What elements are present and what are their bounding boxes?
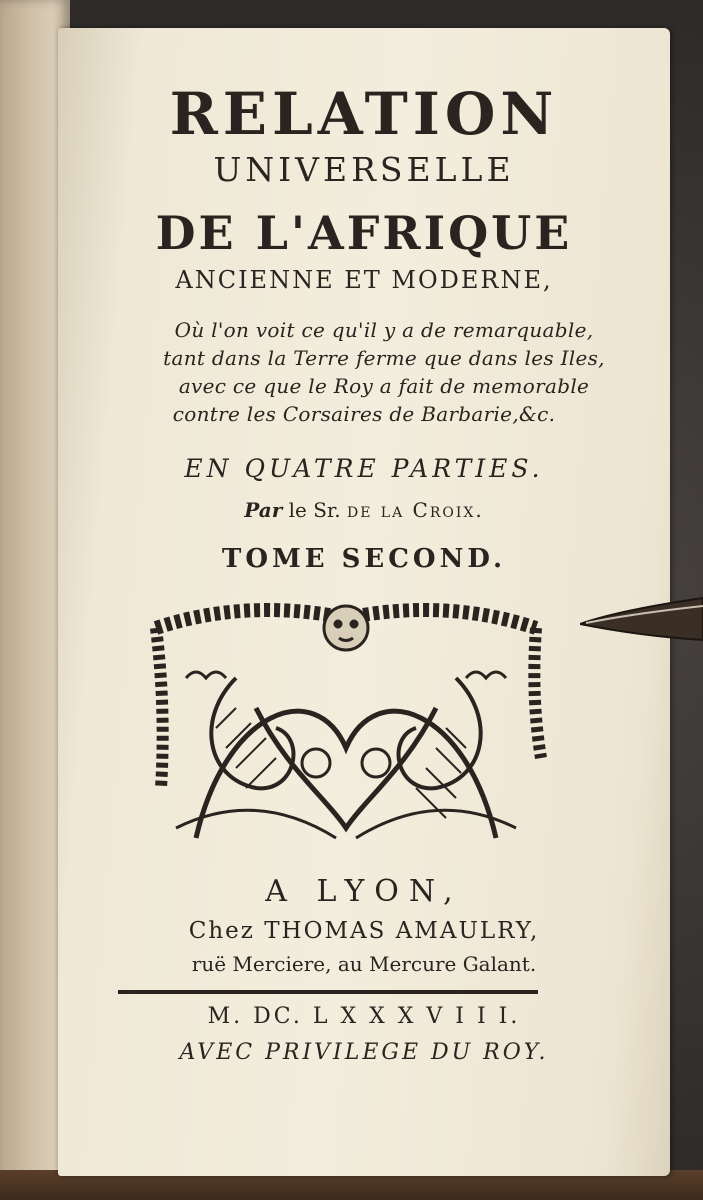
woodcut-ornament-icon: [136, 588, 556, 858]
divider-rule: [118, 990, 538, 994]
title-afrique: DE L'AFRIQUE: [155, 206, 573, 260]
author-mid: le Sr.: [282, 498, 347, 522]
title-page: [58, 28, 670, 1176]
author-prefix: Par: [244, 498, 283, 522]
title-page-text: [58, 28, 670, 1176]
author-name: de la Croix.: [346, 498, 484, 522]
main-title: RELATION: [169, 80, 559, 148]
author-line: [58, 498, 670, 522]
description-line: avec ce que le Roy a fait de memorable: [178, 374, 590, 398]
description-line: contre les Corsaires de Barbarie,&c.: [172, 402, 556, 426]
imprint-address: ruë Merciere, au Mercure Galant.: [191, 952, 537, 976]
parties-line: EN QUATRE PARTIES.: [184, 454, 544, 483]
description-line: tant dans la Terre ferme que dans les Iles,: [163, 346, 605, 370]
imprint-place: A LYON,: [265, 874, 463, 909]
subtitle-ancienne: ANCIENNE ET MODERNE,: [175, 266, 553, 294]
description-line: Où l'on voit ce qu'il y a de remarquable,: [174, 318, 594, 342]
tome-line: TOME SECOND.: [221, 544, 507, 574]
imprint-date: M. DC. L X X X V I I I.: [207, 1004, 521, 1029]
title-universelle: UNIVERSELLE: [213, 150, 515, 189]
pointer-bookmark-icon: [580, 590, 703, 650]
imprint-printer: Chez THOMAS AMAULRY,: [188, 918, 540, 944]
privilege-line: AVEC PRIVILEGE DU ROY.: [179, 1040, 549, 1065]
